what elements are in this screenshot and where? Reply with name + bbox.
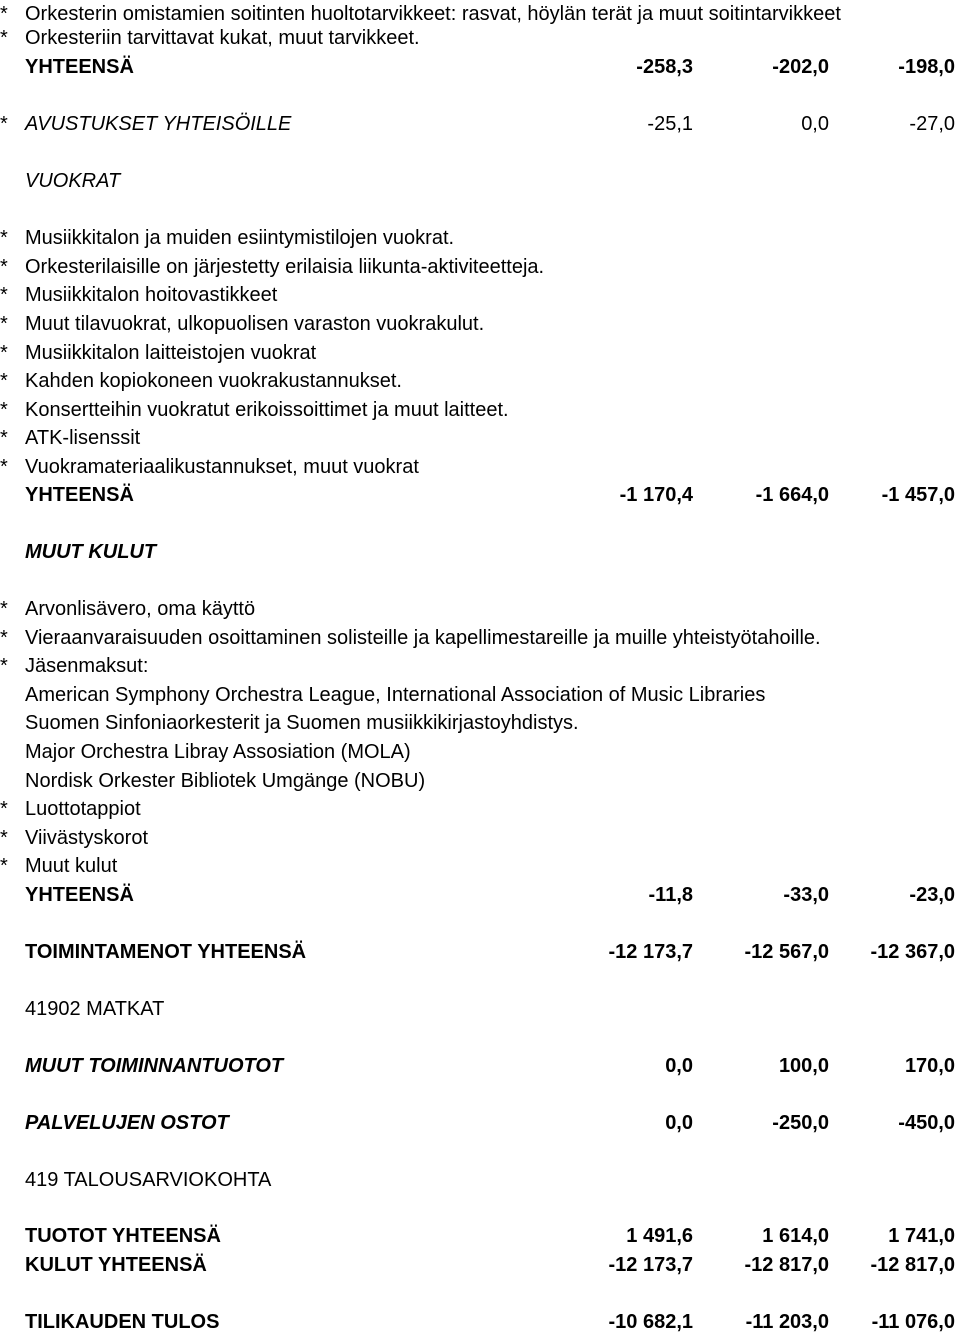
amount-col-3: -1 457,0 — [881, 484, 955, 506]
bullet-asterisk: * — [0, 827, 8, 849]
row-label: Suomen Sinfoniaorkesterit ja Suomen musiikkikirjastoyhdistys. — [25, 712, 579, 734]
budget-row — [0, 1052, 960, 1080]
budget-row — [0, 595, 960, 623]
amount-col-2: -12 567,0 — [744, 941, 829, 963]
budget-row — [0, 253, 960, 281]
budget-row — [0, 53, 960, 81]
bullet-asterisk: * — [0, 256, 8, 278]
row-label: Luottotappiot — [25, 798, 141, 820]
bullet-asterisk: * — [0, 427, 8, 449]
amount-col-1: -25,1 — [647, 113, 693, 135]
budget-row — [0, 881, 960, 909]
bullet-asterisk: * — [0, 598, 8, 620]
amount-col-1: -11,8 — [648, 884, 693, 906]
amount-col-2: -11 203,0 — [745, 1311, 829, 1333]
row-label: Kahden kopiokoneen vuokrakustannukset. — [25, 370, 402, 392]
budget-row — [0, 424, 960, 452]
amount-col-1: -12 173,7 — [608, 941, 693, 963]
row-label: Vieraanvaraisuuden osoittaminen solisteille ja kapellimestareille ja muille yhteistyötahoille. — [25, 627, 821, 649]
amount-col-1: 0,0 — [665, 1055, 693, 1077]
amount-col-3: -12 367,0 — [870, 941, 955, 963]
budget-row — [0, 281, 960, 309]
row-label: YHTEENSÄ — [25, 56, 134, 78]
amount-col-2: 1 614,0 — [762, 1225, 829, 1247]
budget-row — [0, 1251, 960, 1279]
amount-col-2: -33,0 — [783, 884, 829, 906]
amount-col-2: 100,0 — [778, 1055, 829, 1077]
row-label: Musiikkitalon ja muiden esiintymistilojen vuokrat. — [25, 227, 455, 249]
row-label: Jäsenmaksut: — [25, 655, 149, 677]
row-label: Arvonlisävero, oma käyttö — [25, 598, 256, 620]
budget-row — [0, 367, 960, 395]
row-label: MUUT TOIMINNANTUOTOT — [25, 1055, 284, 1077]
budget-row — [0, 339, 960, 367]
bullet-asterisk: * — [0, 798, 8, 820]
budget-row — [0, 224, 960, 252]
amount-col-2: -12 817,0 — [744, 1254, 829, 1276]
budget-row — [0, 652, 960, 680]
bullet-asterisk: * — [0, 456, 8, 478]
amount-col-1: -258,3 — [636, 56, 693, 78]
amount-col-2: -250,0 — [772, 1112, 829, 1134]
bullet-asterisk: * — [0, 227, 8, 249]
row-label: PALVELUJEN OSTOT — [25, 1112, 229, 1134]
budget-row — [0, 24, 960, 52]
row-label: TOIMINTAMENOT YHTEENSÄ — [25, 941, 307, 963]
amount-col-3: 170,0 — [904, 1055, 955, 1077]
amount-col-2: -1 664,0 — [755, 484, 829, 506]
row-label: YHTEENSÄ — [25, 884, 134, 906]
budget-row — [0, 453, 960, 481]
budget-row — [0, 624, 960, 652]
amount-col-3: -450,0 — [898, 1112, 955, 1134]
row-label: Viivästyskorot — [25, 827, 149, 849]
row-label: TUOTOT YHTEENSÄ — [25, 1225, 221, 1247]
row-label: YHTEENSÄ — [25, 484, 134, 506]
row-label: VUOKRAT — [25, 170, 121, 192]
amount-col-2: -202,0 — [772, 56, 829, 78]
budget-row — [0, 681, 960, 709]
budget-row — [0, 167, 960, 195]
bullet-asterisk: * — [0, 113, 8, 135]
row-label: Muut tilavuokrat, ulkopuolisen varaston vuokrakulut. — [25, 313, 485, 335]
bullet-asterisk: * — [0, 370, 8, 392]
amount-col-3: -11 076,0 — [871, 1311, 955, 1333]
budget-row — [0, 824, 960, 852]
bullet-asterisk: * — [0, 855, 8, 877]
bullet-asterisk: * — [0, 655, 8, 677]
row-label: KULUT YHTEENSÄ — [25, 1254, 207, 1276]
budget-row — [0, 1166, 960, 1194]
row-label: Musiikkitalon laitteistojen vuokrat — [25, 342, 317, 364]
bullet-asterisk: * — [0, 284, 8, 306]
amount-col-1: 1 491,6 — [626, 1225, 693, 1247]
budget-row — [0, 852, 960, 880]
row-label: Vuokramateriaalikustannukset, muut vuokrat — [25, 456, 419, 478]
budget-row — [0, 310, 960, 338]
budget-row — [0, 1308, 960, 1336]
budget-row — [0, 709, 960, 737]
bullet-asterisk: * — [0, 313, 8, 335]
budget-row — [0, 396, 960, 424]
bullet-asterisk: * — [0, 627, 8, 649]
row-label: American Symphony Orchestra League, International Association of Music Libraries — [25, 684, 766, 706]
row-label: Nordisk Orkester Bibliotek Umgänge (NOBU) — [25, 770, 426, 792]
amount-col-1: 0,0 — [665, 1112, 693, 1134]
amount-col-3: 1 741,0 — [888, 1225, 955, 1247]
budget-row — [0, 995, 960, 1023]
budget-row — [0, 110, 960, 138]
budget-row — [0, 1109, 960, 1137]
row-label: ATK-lisenssit — [25, 427, 141, 449]
row-label: Orkesterin omistamien soitinten huoltotarvikkeet: rasvat, höylän terät ja muut soitintarvikkeet — [25, 3, 841, 25]
row-label: Muut kulut — [25, 855, 118, 877]
amount-col-1: -10 682,1 — [608, 1311, 693, 1333]
budget-row — [0, 738, 960, 766]
amount-col-2: 0,0 — [801, 113, 829, 135]
budget-row — [0, 938, 960, 966]
bullet-asterisk: * — [0, 3, 8, 25]
amount-col-3: -12 817,0 — [870, 1254, 955, 1276]
row-label: MUUT KULUT — [25, 541, 157, 563]
amount-col-3: -198,0 — [898, 56, 955, 78]
budget-row — [0, 481, 960, 509]
row-label: Orkesterilaisille on järjestetty erilaisia liikunta-aktiviteetteja. — [25, 256, 545, 278]
row-label: Major Orchestra Libray Assosiation (MOLA) — [25, 741, 411, 763]
bullet-asterisk: * — [0, 27, 8, 49]
row-label: TILIKAUDEN TULOS — [25, 1311, 220, 1333]
row-label: 41902 MATKAT — [25, 998, 165, 1020]
row-label: Orkesteriin tarvittavat kukat, muut tarvikkeet. — [25, 27, 420, 49]
budget-row — [0, 1222, 960, 1250]
row-label: AVUSTUKSET YHTEISÖILLE — [25, 113, 292, 135]
row-label: 419 TALOUSARVIOKOHTA — [25, 1169, 272, 1191]
bullet-asterisk: * — [0, 399, 8, 421]
amount-col-3: -23,0 — [909, 884, 955, 906]
row-label: Konsertteihin vuokratut erikoissoittimet ja muut laitteet. — [25, 399, 509, 421]
budget-row — [0, 538, 960, 566]
budget-row — [0, 795, 960, 823]
bullet-asterisk: * — [0, 342, 8, 364]
amount-col-1: -12 173,7 — [608, 1254, 693, 1276]
row-label: Musiikkitalon hoitovastikkeet — [25, 284, 278, 306]
amount-col-3: -27,0 — [909, 113, 955, 135]
budget-row — [0, 767, 960, 795]
amount-col-1: -1 170,4 — [619, 484, 693, 506]
